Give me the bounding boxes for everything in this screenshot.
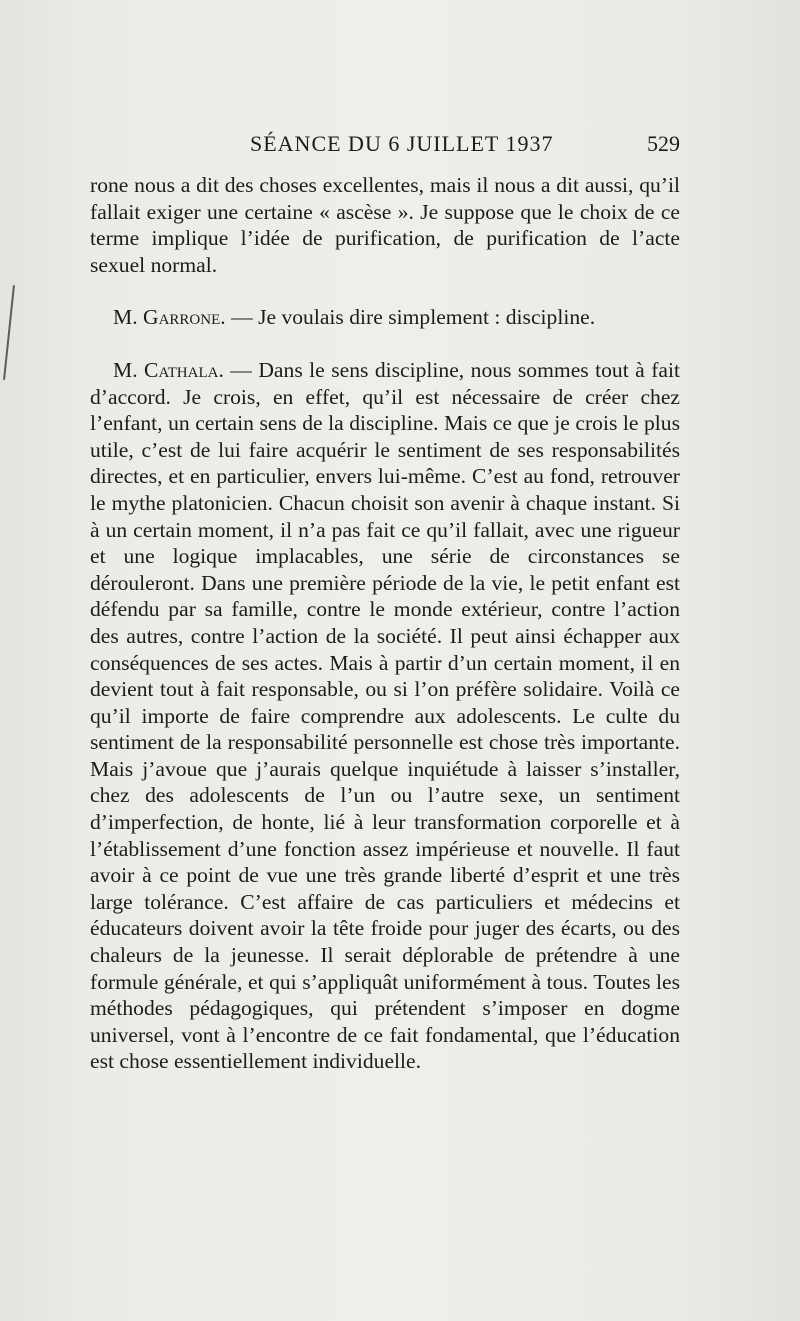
page-body: [90, 172, 680, 1075]
paragraph-garrone: [90, 304, 680, 331]
speaker-name: M. Cathala.: [113, 357, 224, 382]
paragraph-text: — Je voulais dire simplement : discipline.: [225, 305, 596, 330]
paragraph-text: — Dans le sens discipline, nous sommes tout à fait d’accord. Je crois, en effet, qu’il est nécessaire de créer chez l’enfant, un certain sens de la discipline. Mais ce que je crois le plus utile, c’est de lui faire acquérir le sentiment de ses responsabilités directes, et en particulier, envers lui-même. C’est au fond, retrouver le mythe platonicien. Chacun choisit son avenir à chaque instant. Si à un certain moment, il n’a pas fait ce qu’il fallait, avec une rigueur et une logique implacables, une série de circonstances se dérouleront. Dans une première période de la vie, le petit enfant est défendu par sa famille, contre le monde extérieur, contre l’action des autres, contre l’action de la société. Il peut ainsi échapper aux conséquences de ses actes. Mais à partir d’un certain moment, il en devient tout à fait responsable, ou si l’on préfère solidaire. Voilà ce qu’il importe de faire comprendre aux adolescents. Le culte du sentiment de la responsabilité personnelle est chose très importante. Mais j’avoue que j’aurais quelque inquiétude à laisser s’installer, chez des adolescents de l’un ou l’autre sexe, un sentiment d’imperfection, de honte, lié à leur transformation corporelle et à l’établissement d’une fonction assez impérieuse et nouvelle. Il faut avoir à ce point de vue une très grande liberté d’esprit et une très large tolérance. C’est affaire de cas particuliers et médecins et éducateurs doivent avoir la tête froide pour juger des écarts, ou des chaleurs de la jeunesse. Il serait déplorable de prétendre à une formule générale, et qui s’appliquât uniformément à tous. Toutes les méthodes pédagogiques, qui prétendent s’imposer en dogme universel, vont à l’encontre de ce fait fondamental, que l’éducation est chose essentiellement individuelle.: [90, 357, 680, 1074]
paragraph-text: rone nous a dit des choses excellentes, mais il nous a dit aussi, qu’il fallait exiger une certaine « ascèse ». Je suppose que le choix de ce terme implique l’idée de purification, de purification de l’acte sexuel normal.: [90, 173, 680, 277]
page-number: 529: [647, 131, 680, 156]
running-head: SÉANCE DU 6 JUILLET 1937: [250, 131, 554, 156]
paragraph-cathala: [90, 357, 680, 1075]
speaker-name: M. Garrone.: [113, 305, 226, 330]
margin-scan-mark: [3, 285, 15, 380]
paragraph-continuation: [90, 172, 680, 278]
